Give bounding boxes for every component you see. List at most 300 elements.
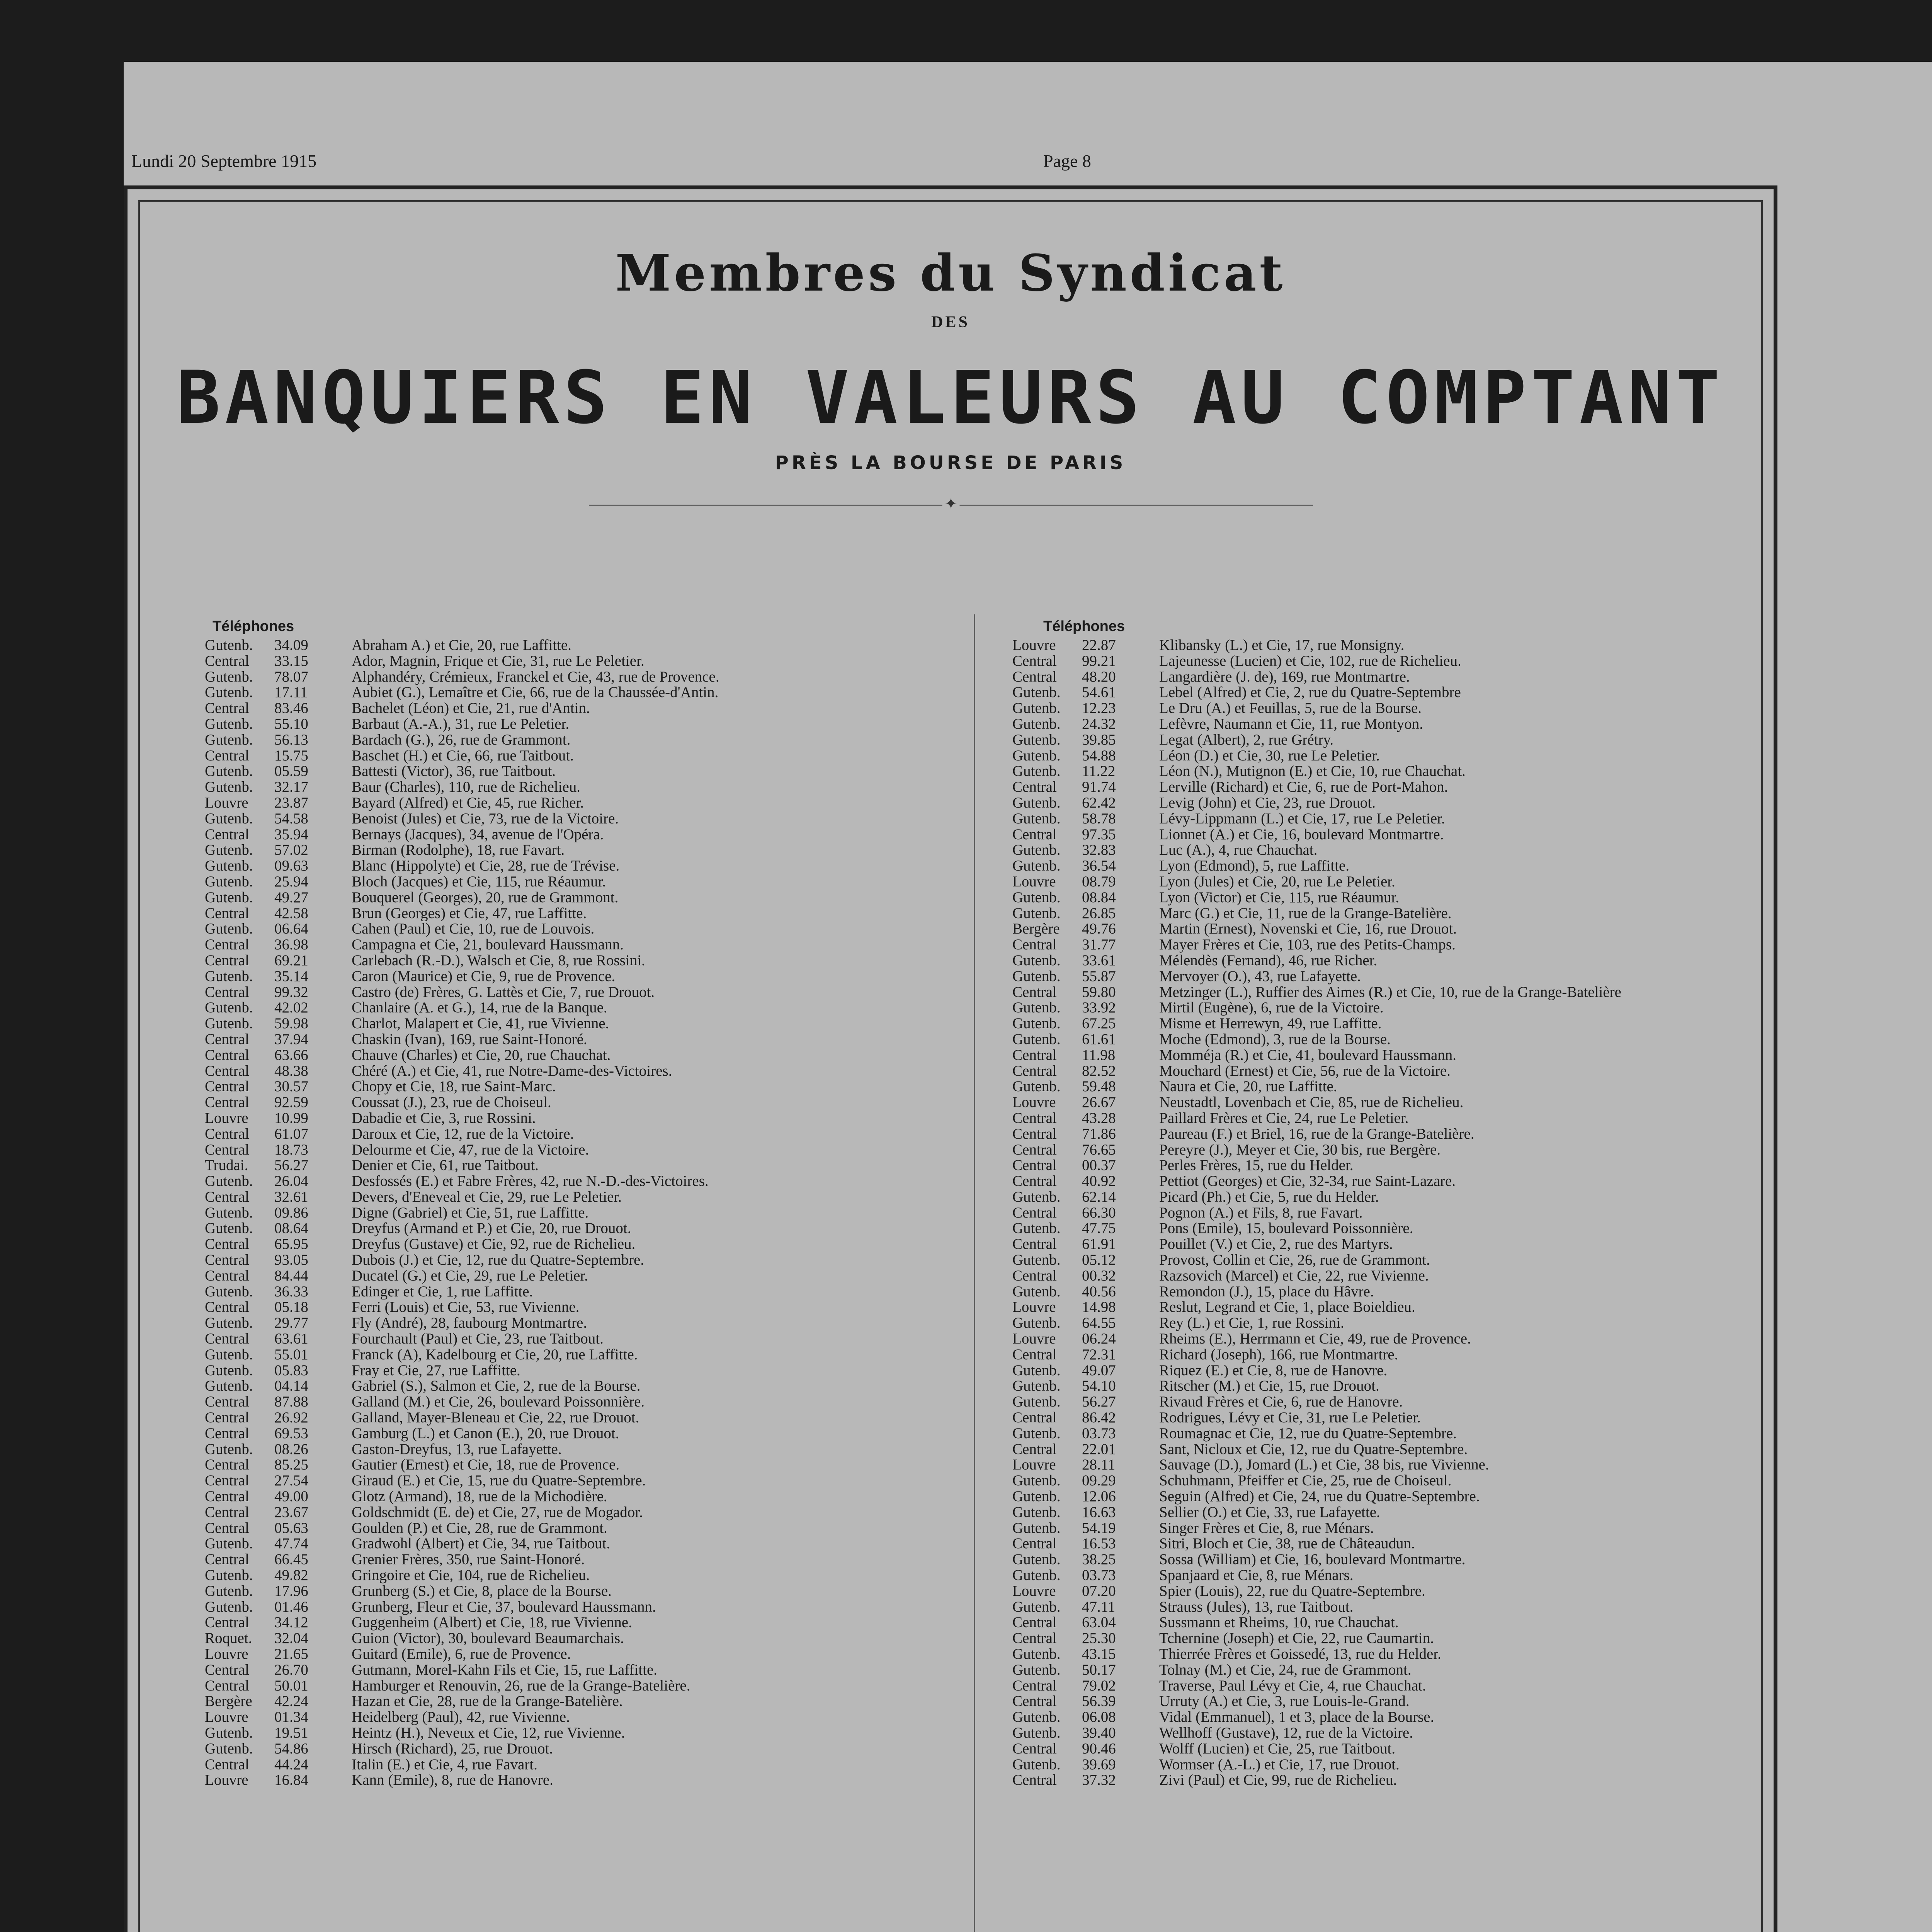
member-row (205, 1442, 958, 1458)
member-row (1012, 653, 1766, 669)
title-membres: Membres du Syndicat (615, 243, 1286, 303)
exchange: Central (1012, 827, 1057, 843)
exchange: Roquet. (205, 1631, 252, 1646)
phone-number: 07.20 (1082, 1583, 1116, 1599)
member-row (1012, 1741, 1766, 1757)
member-name: Pouillet (V.) et Cie, 2, rue des Martyrs. (1159, 1236, 1393, 1253)
member-name: Sant, Nicloux et Cie, 12, rue du Quatre-Septembre. (1159, 1441, 1468, 1458)
member-row (1012, 1473, 1766, 1489)
phone-number: 91.74 (1082, 779, 1116, 795)
member-row (205, 1205, 958, 1221)
exchange: Central (205, 1504, 249, 1520)
exchange: Gutenb. (205, 1362, 253, 1379)
member-name: Carlebach (R.-D.), Walsch et Cie, 8, rue Rossini. (352, 952, 645, 969)
phone-number: 32.04 (274, 1631, 308, 1646)
exchange: Gutenb. (1012, 1489, 1061, 1505)
phone-number: 37.94 (274, 1031, 308, 1048)
member-name: Franck (A), Kadelbourg et Cie, 20, rue Laffitte. (352, 1347, 638, 1363)
member-row (205, 1678, 958, 1694)
phone-number: 38.25 (1082, 1552, 1116, 1568)
member-row (1012, 906, 1766, 922)
phone-number: 06.24 (1082, 1331, 1116, 1347)
exchange: Louvre (1012, 1095, 1056, 1111)
phone-number: 32.83 (1082, 842, 1116, 859)
member-name: Pons (Emile), 15, boulevard Poissonnière. (1159, 1221, 1413, 1237)
member-row (1012, 937, 1766, 953)
exchange: Gutenb. (1012, 889, 1061, 906)
header-page-number: Page 8 (1043, 151, 1091, 171)
exchange: Central (1012, 1347, 1057, 1363)
member-name: Delourme et Cie, 47, rue de la Victoire. (352, 1142, 589, 1158)
phone-number: 15.75 (274, 748, 308, 764)
member-name: Lyon (Edmond), 5, rue Laffitte. (1159, 858, 1350, 874)
member-row (1012, 1662, 1766, 1678)
phone-number: 03.73 (1082, 1425, 1116, 1442)
exchange: Central (205, 1079, 249, 1095)
exchange: Central (205, 1757, 249, 1773)
member-name: Heintz (H.), Neveux et Cie, 12, rue Vivienne. (352, 1725, 625, 1741)
exchange: Central (205, 1142, 249, 1158)
member-row (1012, 701, 1766, 716)
member-name: Naura et Cie, 20, rue Laffitte. (1159, 1079, 1337, 1095)
member-name: Fly (André), 28, faubourg Montmartre. (352, 1315, 587, 1332)
exchange: Central (1012, 1142, 1057, 1158)
exchange: Central (205, 653, 249, 669)
member-name: Picard (Ph.) et Cie, 5, rue du Helder. (1159, 1189, 1379, 1205)
phone-number: 01.34 (274, 1709, 308, 1725)
member-row (1012, 1552, 1766, 1568)
phone-number: 59.80 (1082, 984, 1116, 1000)
exchange: Central (1012, 1615, 1057, 1631)
member-row (205, 1126, 958, 1142)
member-name: Schuhmann, Pfeiffer et Cie, 25, rue de Choiseul. (1159, 1473, 1452, 1489)
member-row (1012, 842, 1766, 858)
exchange: Central (1012, 1173, 1057, 1189)
member-row (1012, 669, 1766, 685)
member-row (1012, 1252, 1766, 1268)
member-name: Gaston-Dreyfus, 13, rue Lafayette. (352, 1441, 562, 1458)
member-row (1012, 1331, 1766, 1347)
member-row (1012, 811, 1766, 827)
phone-number: 11.98 (1082, 1047, 1116, 1063)
member-name: Blanc (Hippolyte) et Cie, 28, rue de Trévise. (352, 858, 620, 874)
member-row (205, 1268, 958, 1284)
phone-number: 05.12 (1082, 1252, 1116, 1268)
member-row (1012, 1378, 1766, 1394)
phone-number: 63.04 (1082, 1615, 1116, 1631)
member-name: Pettiot (Georges) et Cie, 32-34, rue Saint-Lazare. (1159, 1173, 1456, 1189)
phone-number: 92.59 (274, 1095, 308, 1111)
member-name: Lévy-Lippmann (L.) et Cie, 17, rue Le Peletier. (1159, 811, 1445, 827)
exchange: Louvre (205, 1772, 248, 1789)
member-name: Galland, Mayer-Bleneau et Cie, 22, rue Drouot. (352, 1410, 639, 1426)
member-name: Grenier Frères, 350, rue Saint-Honoré. (352, 1552, 585, 1568)
member-name: Lajeunesse (Lucien) et Cie, 102, rue de Richelieu. (1159, 653, 1461, 669)
member-row (1012, 1599, 1766, 1615)
exchange: Gutenb. (205, 889, 253, 906)
member-row (205, 953, 958, 969)
phone-number: 54.58 (274, 811, 308, 827)
phone-number: 66.30 (1082, 1205, 1116, 1221)
exchange: Gutenb. (205, 1725, 253, 1741)
phone-number: 58.78 (1082, 811, 1116, 827)
exchange: Central (205, 1031, 249, 1048)
phone-number: 05.63 (274, 1520, 308, 1536)
page-header (131, 151, 1758, 182)
member-row (1012, 1615, 1766, 1631)
member-name: Neustadtl, Lovenbach et Cie, 85, rue de Richelieu. (1159, 1095, 1464, 1111)
member-row (205, 653, 958, 669)
exchange: Gutenb. (1012, 1284, 1061, 1300)
exchange: Gutenb. (1012, 1221, 1061, 1237)
member-name: Marc (G.) et Cie, 11, rue de la Grange-Batelière. (1159, 905, 1452, 922)
phone-number: 56.39 (1082, 1694, 1116, 1710)
phone-number: 24.32 (1082, 716, 1116, 732)
exchange: Louvre (1012, 1583, 1056, 1599)
title-banquiers: BANQUIERS EN VALEURS AU COMPTANT (177, 355, 1725, 440)
exchange: Central (1012, 1694, 1057, 1710)
phone-number: 76.65 (1082, 1142, 1116, 1158)
member-name: Hazan et Cie, 28, rue de la Grange-Batelière. (352, 1694, 623, 1710)
member-name: Guion (Victor), 30, boulevard Beaumarchais. (352, 1631, 624, 1646)
exchange: Bergère (205, 1694, 252, 1710)
member-row (1012, 1268, 1766, 1284)
phone-number: 66.45 (274, 1552, 308, 1568)
exchange: Central (205, 1063, 249, 1079)
exchange: Louvre (1012, 1457, 1056, 1473)
member-row (205, 1016, 958, 1032)
member-name: Castro (de) Frères, G. Lattès et Cie, 7, rue Drouot. (352, 984, 655, 1000)
member-name: Strauss (Jules), 13, rue Taitbout. (1159, 1599, 1354, 1615)
phone-number: 09.29 (1082, 1473, 1116, 1489)
member-row (205, 842, 958, 858)
member-row (1012, 1032, 1766, 1048)
member-name: Paureau (F.) et Briel, 16, rue de la Grange-Batelière. (1159, 1126, 1475, 1142)
phone-number: 85.25 (274, 1457, 308, 1473)
phone-number: 63.61 (274, 1331, 308, 1347)
member-name: Tchernine (Joseph) et Cie, 22, rue Caumartin. (1159, 1631, 1434, 1646)
exchange: Gutenb. (1012, 1031, 1061, 1048)
exchange: Gutenb. (1012, 952, 1061, 969)
member-row (1012, 1709, 1766, 1725)
exchange: Gutenb. (205, 921, 253, 937)
exchange: Central (205, 1678, 249, 1694)
main-frame (124, 185, 1777, 1932)
phone-number: 99.32 (274, 984, 308, 1000)
phone-number: 14.98 (1082, 1299, 1116, 1316)
member-row (1012, 1315, 1766, 1331)
phone-number: 50.01 (274, 1678, 308, 1694)
member-name: Bardach (G.), 26, rue de Grammont. (352, 732, 571, 748)
exchange: Gutenb. (1012, 732, 1061, 748)
exchange: Gutenb. (205, 1741, 253, 1757)
exchange: Gutenb. (205, 1583, 253, 1599)
member-row (205, 1095, 958, 1111)
phone-number: 90.46 (1082, 1741, 1116, 1757)
exchange: Gutenb. (1012, 764, 1061, 780)
member-row (205, 1315, 958, 1331)
member-name: Bayard (Alfred) et Cie, 45, rue Richer. (352, 795, 584, 811)
member-row (205, 1583, 958, 1599)
member-row (1012, 1126, 1766, 1142)
member-name: Klibansky (L.) et Cie, 17, rue Monsigny. (1159, 638, 1405, 653)
member-name: Fourchault (Paul) et Cie, 23, rue Taitbout. (352, 1331, 604, 1347)
ornament-divider: ―――――――――――――――――――――――― ✦ ―――――――――――――――――――――――― (589, 495, 1312, 512)
exchange: Central (205, 1552, 249, 1568)
phone-number: 05.18 (274, 1299, 308, 1316)
member-name: Gutmann, Morel-Kahn Fils et Cie, 15, rue Laffitte. (352, 1662, 658, 1678)
exchange: Gutenb. (1012, 748, 1061, 764)
phone-number: 47.75 (1082, 1221, 1116, 1237)
exchange: Central (205, 827, 249, 843)
member-name: Perles Frères, 15, rue du Helder. (1159, 1158, 1354, 1174)
member-name: Sussmann et Rheims, 10, rue Chauchat. (1159, 1615, 1399, 1631)
member-row (205, 1111, 958, 1126)
phone-number: 17.96 (274, 1583, 308, 1599)
member-row (1012, 1457, 1766, 1473)
member-row (1012, 1063, 1766, 1079)
phone-number: 86.42 (1082, 1410, 1116, 1426)
phone-number: 47.11 (1082, 1599, 1116, 1615)
exchange: Central (205, 1189, 249, 1205)
member-name: Chaskin (Ivan), 169, rue Saint-Honoré. (352, 1031, 587, 1048)
phone-number: 33.15 (274, 653, 308, 669)
member-name: Baschet (H.) et Cie, 66, rue Taitbout. (352, 748, 574, 764)
phone-number: 12.23 (1082, 701, 1116, 716)
member-name: Roumagnac et Cie, 12, rue du Quatre-Septembre. (1159, 1425, 1457, 1442)
member-row (1012, 827, 1766, 843)
phone-number: 69.53 (274, 1425, 308, 1442)
phone-number: 93.05 (274, 1252, 308, 1268)
member-name: Brun (Georges) et Cie, 47, rue Laffitte. (352, 905, 587, 922)
phone-number: 09.63 (274, 858, 308, 874)
member-name: Pereyre (J.), Meyer et Cie, 30 bis, rue Bergère. (1159, 1142, 1441, 1158)
exchange: Gutenb. (1012, 1016, 1061, 1032)
member-row (205, 1646, 958, 1662)
exchange: Gutenb. (1012, 1552, 1061, 1568)
member-row (1012, 1284, 1766, 1300)
member-name: Urruty (A.) et Cie, 3, rue Louis-le-Grand. (1159, 1694, 1410, 1710)
exchange: Gutenb. (1012, 1504, 1061, 1520)
member-row (205, 1252, 958, 1268)
exchange: Central (205, 701, 249, 716)
phone-number: 05.59 (274, 764, 308, 780)
member-row (205, 1725, 958, 1741)
phone-number: 00.37 (1082, 1158, 1116, 1174)
phone-number: 62.14 (1082, 1189, 1116, 1205)
exchange: Central (1012, 1678, 1057, 1694)
exchange: Louvre (1012, 874, 1056, 890)
exchange: Central (205, 1268, 249, 1284)
member-row (205, 1568, 958, 1583)
member-name: Chanlaire (A. et G.), 14, rue de la Banque. (352, 1000, 607, 1016)
phone-number: 10.99 (274, 1110, 308, 1126)
phone-number: 25.30 (1082, 1631, 1116, 1646)
member-name: Razsovich (Marcel) et Cie, 22, rue Vivienne. (1159, 1268, 1429, 1284)
member-name: Dreyfus (Armand et P.) et Cie, 20, rue Drouot. (352, 1221, 631, 1237)
member-name: Galland (M.) et Cie, 26, boulevard Poissonnière. (352, 1394, 645, 1410)
phone-number: 22.01 (1082, 1441, 1116, 1458)
phone-number: 17.11 (274, 685, 308, 701)
exchange: Central (205, 1473, 249, 1489)
phone-number: 23.87 (274, 795, 308, 811)
member-row (205, 1709, 958, 1725)
phone-number: 42.02 (274, 1000, 308, 1016)
member-row (205, 921, 958, 937)
phone-number: 35.94 (274, 827, 308, 843)
member-row (1012, 1158, 1766, 1173)
exchange: Central (1012, 1410, 1057, 1426)
exchange: Gutenb. (205, 1284, 253, 1300)
member-row (205, 1063, 958, 1079)
member-row (205, 1221, 958, 1236)
exchange: Gutenb. (1012, 968, 1061, 985)
member-row (1012, 1694, 1766, 1709)
exchange: Gutenb. (205, 874, 253, 890)
member-row (205, 764, 958, 779)
member-name: Hirsch (Richard), 25, rue Drouot. (352, 1741, 553, 1757)
member-row (1012, 732, 1766, 748)
phone-number: 16.84 (274, 1772, 308, 1789)
member-name: Zivi (Paul) et Cie, 99, rue de Richelieu. (1159, 1772, 1397, 1789)
member-name: Riquez (E.) et Cie, 8, rue de Hanovre. (1159, 1362, 1388, 1379)
member-name: Cahen (Paul) et Cie, 10, rue de Louvois. (352, 921, 595, 937)
member-name: Bloch (Jacques) et Cie, 115, rue Réaumur. (352, 874, 606, 890)
member-row (205, 1347, 958, 1363)
phone-number: 35.14 (274, 968, 308, 985)
phone-number: 19.51 (274, 1725, 308, 1741)
phone-number: 22.87 (1082, 638, 1116, 653)
member-row (1012, 1536, 1766, 1552)
phone-number: 87.88 (274, 1394, 308, 1410)
member-name: Dreyfus (Gustave) et Cie, 92, rue de Richelieu. (352, 1236, 636, 1253)
phone-number: 08.84 (1082, 889, 1116, 906)
member-name: Momméja (R.) et Cie, 41, boulevard Haussmann. (1159, 1047, 1457, 1063)
member-row (1012, 1111, 1766, 1126)
phone-number: 21.65 (274, 1646, 308, 1662)
phone-number: 65.95 (274, 1236, 308, 1253)
member-name: Kann (Emile), 8, rue de Hanovre. (352, 1772, 553, 1789)
member-row (1012, 1079, 1766, 1095)
member-row (1012, 1410, 1766, 1426)
member-row (1012, 1299, 1766, 1315)
exchange: Gutenb. (1012, 1079, 1061, 1095)
exchange: Trudai. (205, 1158, 248, 1174)
phone-number: 84.44 (274, 1268, 308, 1284)
exchange: Gutenb. (205, 1441, 253, 1458)
member-name: Coussat (J.), 23, rue de Choiseul. (352, 1095, 551, 1111)
member-row (1012, 1583, 1766, 1599)
phone-number: 32.61 (274, 1189, 308, 1205)
member-row (1012, 1772, 1766, 1788)
member-name: Sitri, Bloch et Cie, 38, rue de Châteaudun. (1159, 1536, 1415, 1552)
member-name: Grunberg (S.) et Cie, 8, place de la Bourse. (352, 1583, 612, 1599)
exchange: Central (1012, 779, 1057, 795)
right-member-list (1012, 638, 1766, 1788)
member-row (205, 1189, 958, 1205)
member-name: Fray et Cie, 27, rue Laffitte. (352, 1362, 520, 1379)
member-row (205, 906, 958, 922)
member-name: Bernays (Jacques), 34, avenue de l'Opéra. (352, 827, 604, 843)
member-name: Singer Frères et Cie, 8, rue Ménars. (1159, 1520, 1374, 1536)
phone-number: 50.17 (1082, 1662, 1116, 1678)
member-row (1012, 1095, 1766, 1111)
member-name: Ritscher (M.) et Cie, 15, rue Drouot. (1159, 1378, 1379, 1395)
member-name: Rivaud Frères et Cie, 6, rue de Hanovre. (1159, 1394, 1403, 1410)
member-row (1012, 858, 1766, 874)
member-name: Rheims (E.), Herrmann et Cie, 49, rue de Provence. (1159, 1331, 1471, 1347)
phone-number: 16.53 (1082, 1536, 1116, 1552)
member-name: Guitard (Emile), 6, rue de Provence. (352, 1646, 571, 1662)
phone-number: 69.21 (274, 952, 308, 969)
member-name: Spier (Louis), 22, rue du Quatre-Septembre. (1159, 1583, 1425, 1599)
member-name: Traverse, Paul Lévy et Cie, 4, rue Chauchat. (1159, 1678, 1426, 1694)
member-row (1012, 953, 1766, 969)
member-name: Gautier (Ernest) et Cie, 18, rue de Provence. (352, 1457, 620, 1473)
member-name: Giraud (E.) et Cie, 15, rue du Quatre-Septembre. (352, 1473, 646, 1489)
exchange: Central (205, 984, 249, 1000)
phone-number: 61.61 (1082, 1031, 1116, 1048)
phone-number: 56.27 (1082, 1394, 1116, 1410)
phone-number: 40.92 (1082, 1173, 1116, 1189)
phone-number: 18.73 (274, 1142, 308, 1158)
phone-number: 34.09 (274, 638, 308, 653)
phone-number: 59.98 (274, 1016, 308, 1032)
phone-number: 26.67 (1082, 1095, 1116, 1111)
exchange: Gutenb. (1012, 1000, 1061, 1016)
phone-number: 55.87 (1082, 968, 1116, 985)
exchange: Central (1012, 1536, 1057, 1552)
member-row (1012, 1678, 1766, 1694)
exchange: Central (205, 952, 249, 969)
member-name: Paillard Frères et Cie, 24, rue Le Peletier. (1159, 1110, 1409, 1126)
member-row (1012, 764, 1766, 779)
member-name: Legat (Albert), 2, rue Grétry. (1159, 732, 1334, 748)
phone-number: 37.32 (1082, 1772, 1116, 1789)
member-name: Misme et Herrewyn, 49, rue Laffitte. (1159, 1016, 1382, 1032)
member-row (205, 1457, 958, 1473)
phone-number: 04.14 (274, 1378, 308, 1395)
member-row (205, 1158, 958, 1173)
member-name: Daroux et Cie, 12, rue de la Victoire. (352, 1126, 574, 1142)
member-name: Mirtil (Eugène), 6, rue de la Victoire. (1159, 1000, 1384, 1016)
member-name: Ducatel (G.) et Cie, 29, rue Le Peletier. (352, 1268, 588, 1284)
phone-number: 78.07 (274, 669, 308, 685)
member-name: Thierrée Frères et Goissedé, 13, rue du Helder. (1159, 1646, 1441, 1662)
member-name: Tolnay (M.) et Cie, 24, rue de Grammont. (1159, 1662, 1412, 1678)
phone-number: 30.57 (274, 1079, 308, 1095)
member-row (205, 795, 958, 811)
exchange: Gutenb. (1012, 905, 1061, 922)
member-name: Chopy et Cie, 18, rue Saint-Marc. (352, 1079, 556, 1095)
member-name: Lefèvre, Naumann et Cie, 11, rue Montyon. (1159, 716, 1423, 732)
phone-number: 31.77 (1082, 937, 1116, 953)
member-row (205, 1741, 958, 1757)
phone-number: 05.83 (274, 1362, 308, 1379)
exchange: Gutenb. (1012, 842, 1061, 859)
exchange: Gutenb. (1012, 1599, 1061, 1615)
member-name: Wolff (Lucien) et Cie, 25, rue Taitbout. (1159, 1741, 1396, 1757)
member-name: Wormser (A.-L.) et Cie, 17, rue Drouot. (1159, 1757, 1400, 1773)
exchange: Gutenb. (205, 1016, 253, 1032)
member-name: Lyon (Victor) et Cie, 115, rue Réaumur. (1159, 889, 1400, 906)
member-row (205, 1378, 958, 1394)
member-name: Remondon (J.), 15, place du Hâvre. (1159, 1284, 1374, 1300)
exchange: Central (205, 1095, 249, 1111)
member-name: Spanjaard et Cie, 8, rue Ménars. (1159, 1568, 1354, 1583)
member-name: Mélendès (Fernand), 46, rue Richer. (1159, 952, 1378, 969)
phone-number: 64.55 (1082, 1315, 1116, 1332)
